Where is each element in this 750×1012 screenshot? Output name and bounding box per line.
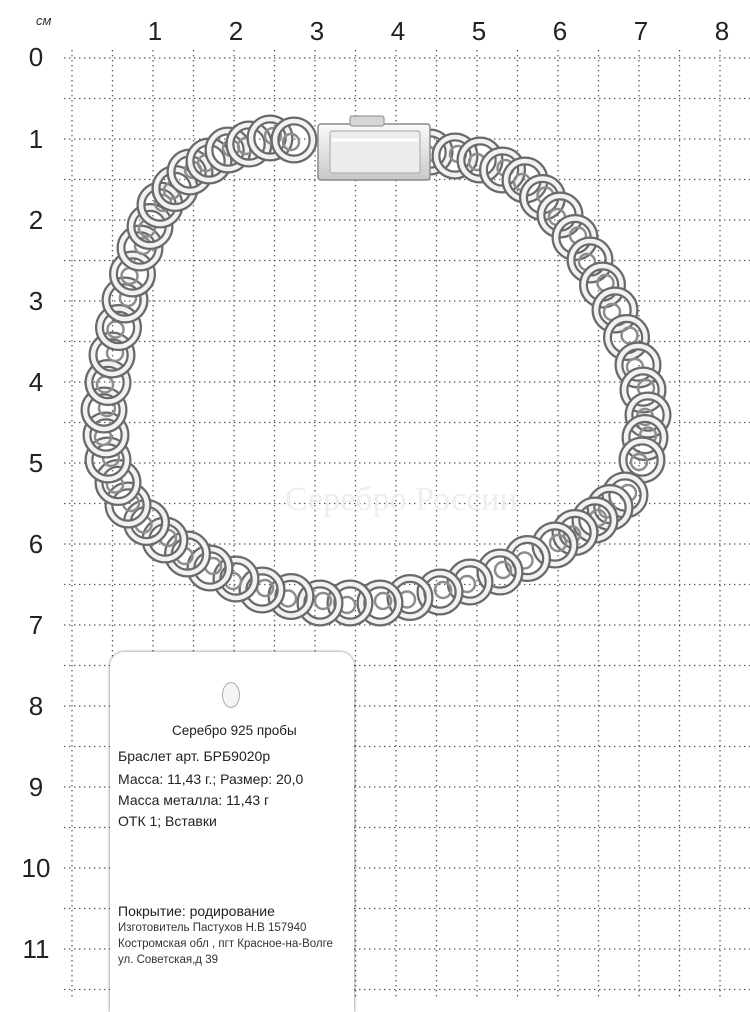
tag-street: ул. Советская,д 39 xyxy=(118,954,218,966)
ruler-y-label: 8 xyxy=(28,691,44,721)
ruler-x-label: 4 xyxy=(390,16,406,46)
tag-title: Серебро 925 пробы xyxy=(172,723,297,738)
ruler-y-label: 1 xyxy=(28,124,44,154)
tag-maker: Изготовитель Пастухов Н.В 157940 xyxy=(118,922,307,934)
bracelet-chain xyxy=(85,119,667,622)
tag-region: Костромская обл , пгт Красное-на-Волге xyxy=(118,938,333,950)
ruler-y-label: 10 xyxy=(21,853,51,883)
ruler-y-label: 3 xyxy=(28,286,44,316)
ruler-y-label: 2 xyxy=(28,205,44,235)
ruler-x-label: 3 xyxy=(309,16,325,46)
bracelet-image xyxy=(85,116,667,622)
ruler-y-label: 9 xyxy=(28,772,44,802)
product-label-tag xyxy=(110,652,354,1012)
tag-mass-size: Масса: 11,43 г.; Размер: 20,0 xyxy=(118,771,304,787)
tag-hole xyxy=(222,682,240,708)
watermark-text: Серебро России xyxy=(285,481,518,518)
ruler-x-label: 8 xyxy=(714,16,730,46)
ruler-y-label: 4 xyxy=(28,367,44,397)
tag-otk: ОТК 1; Вставки xyxy=(118,813,217,829)
ruler-y-label: 7 xyxy=(28,610,44,640)
ruler-x-label: 6 xyxy=(552,16,568,46)
ruler-x-label: 2 xyxy=(228,16,244,46)
ruler-x-axis xyxy=(36,13,729,46)
ruler-x-label: 5 xyxy=(471,16,487,46)
ruler-x-label: 7 xyxy=(633,16,649,46)
ruler-y-label: 6 xyxy=(28,529,44,559)
ruler-y-label: 0 xyxy=(28,42,44,72)
bracelet-clasp xyxy=(318,116,430,180)
tag-metal-mass: Масса металла: 11,43 г xyxy=(118,792,270,808)
tag-coating: Покрытие: родирование xyxy=(118,903,275,919)
tag-article: Браслет арт. БРБ9020р xyxy=(118,748,271,764)
ruler-y-label: 11 xyxy=(22,934,50,964)
ruler-y-label: 5 xyxy=(28,448,44,478)
ruler-y-axis xyxy=(22,42,51,964)
ruler-x-label: 1 xyxy=(147,16,163,46)
ruler-unit-label: см xyxy=(36,13,52,28)
